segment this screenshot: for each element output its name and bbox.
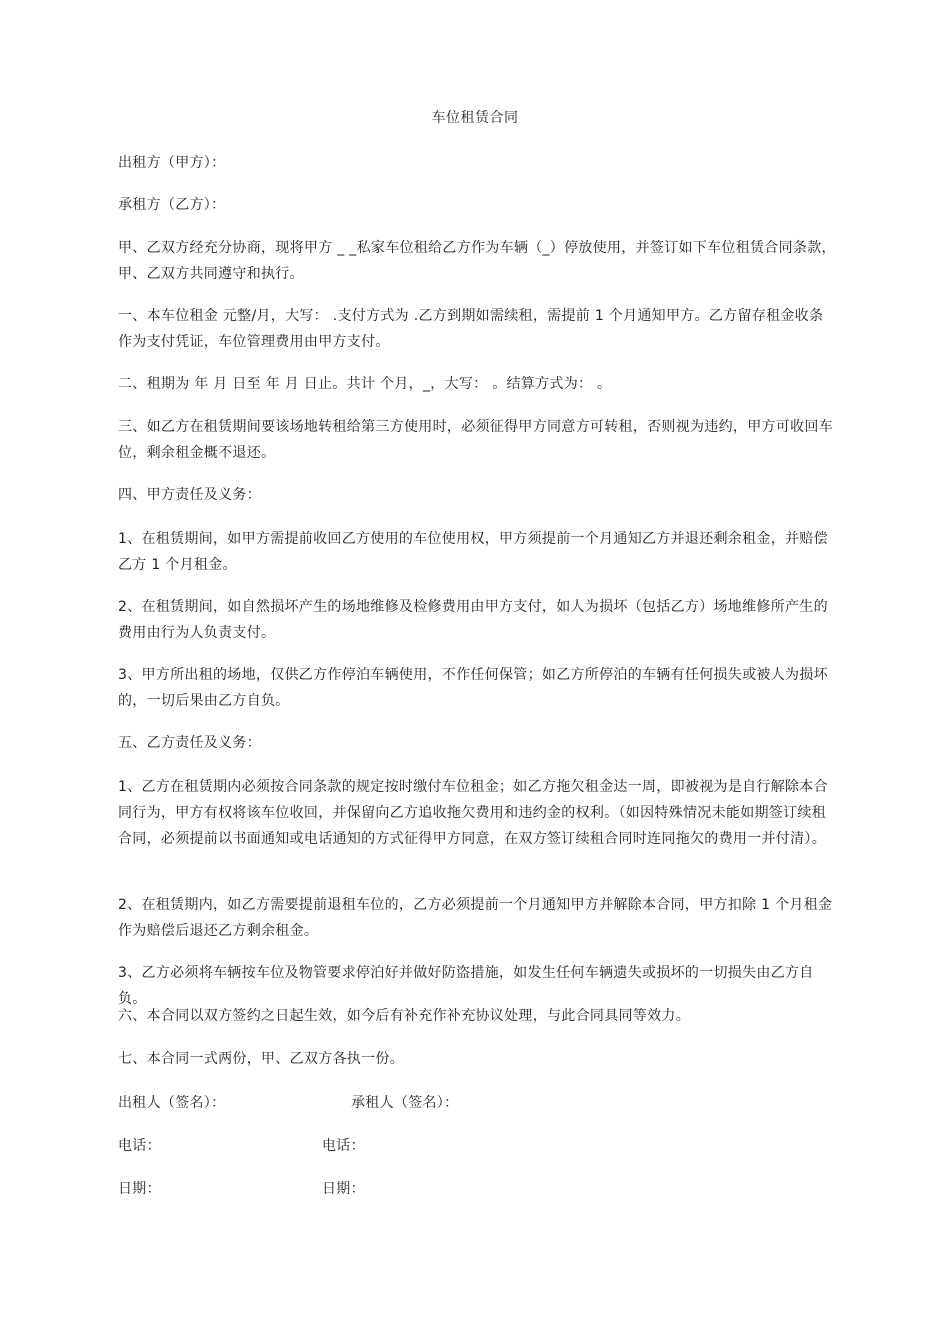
lessee-date-label: 日期： [322,1181,365,1197]
lessor-date-label: 日期： [118,1181,161,1197]
clause-4-item-2: 2、在租赁期间，如自然损坏产生的场地维修及检修费用由甲方支付，如人为损坏（包括乙方）场地维修所产生的费用由行为人负责支付。 [118,599,828,641]
clause-2: 二、租期为 年 月 日至 年 月 日止。共计 个月，_，大写： 。结算方式为： 。 [118,376,612,392]
date-row [118,1176,836,1202]
lessee-phone-label: 电话： [322,1138,365,1154]
phone-row [118,1133,836,1159]
clause-3: 三、如乙方在租赁期间要该场地转租给第三方使用时，必须征得甲方同意方可转租，否则视为违约，甲方可收回车位，剩余租金概不退还。 [118,419,833,461]
clause-5-item-3: 3、乙方必须将车辆按车位及物管要求停泊好并做好防盗措施，如发生任何车辆遗失或损坏的一切损失由乙方自负。 [118,965,814,1007]
lessee-signature-label: 承租人（签名）： [351,1095,459,1111]
document-title: 车位租赁合同 [431,110,519,126]
clause-6: 六、本合同以双方签约之日起生效，如今后有补充作补充协议处理，与此合同具同等效力。 [118,1008,690,1024]
lessor-signature-label: 出租人（签名）： [118,1095,226,1111]
clause-7: 七、本合同一式两份，甲、乙双方各执一份。 [118,1051,404,1067]
clause-1: 一、本车位租金 元整/月，大写： .支付方式为 .乙方到期如需续租，需提前 1 个月通知甲方。乙方留存租金收条作为支付凭证，车位管理费用由甲方支付。 [118,308,824,350]
lessor-line: 出租方（甲方）： [118,155,226,171]
signature-row [118,1090,836,1116]
clause-4-item-3: 3、甲方所出租的场地，仅供乙方作停泊车辆使用，不作任何保管；如乙方所停泊的车辆有任何损失或被人为损坏的，一切后果由乙方自负。 [118,667,828,709]
clause-5-item-1: 1、乙方在租赁期内必须按合同条款的规定按时缴付车位租金；如乙方拖欠租金达一周，即被视为是自行解除本合同行为，甲方有权将该车位收回，并保留向乙方追收拖欠费用和违约金的权利。（如因特殊情况未能如期签订续租合同，必须提前以书面通知或电话通知的方式征得甲方同意，在双方签订续租合同时连同拖欠的费用一并付清）。 [118,779,828,847]
clause-4-title: 四、甲方责任及义务： [118,487,261,503]
preamble-paragraph: 甲、乙双方经充分协商，现将甲方 _ _私家车位租给乙方作为车辆（_）停放使用，并签订如下车位租赁合同条款，甲、乙双方共同遵守和执行。 [118,240,836,282]
lessee-line: 承租方（乙方）： [118,197,226,213]
clause-4-item-1: 1、在租赁期间，如甲方需提前收回乙方使用的车位使用权，甲方须提前一个月通知乙方并退还剩余租金，并赔偿乙方 1 个月租金。 [118,531,828,573]
clause-5-title: 五、乙方责任及义务： [118,735,261,751]
clause-5-item-2: 2、在租赁期内，如乙方需要提前退租车位的，乙方必须提前一个月通知甲方并解除本合同，甲方扣除 1 个月租金作为赔偿后退还乙方剩余租金。 [118,897,833,939]
lessor-phone-label: 电话： [118,1138,161,1154]
